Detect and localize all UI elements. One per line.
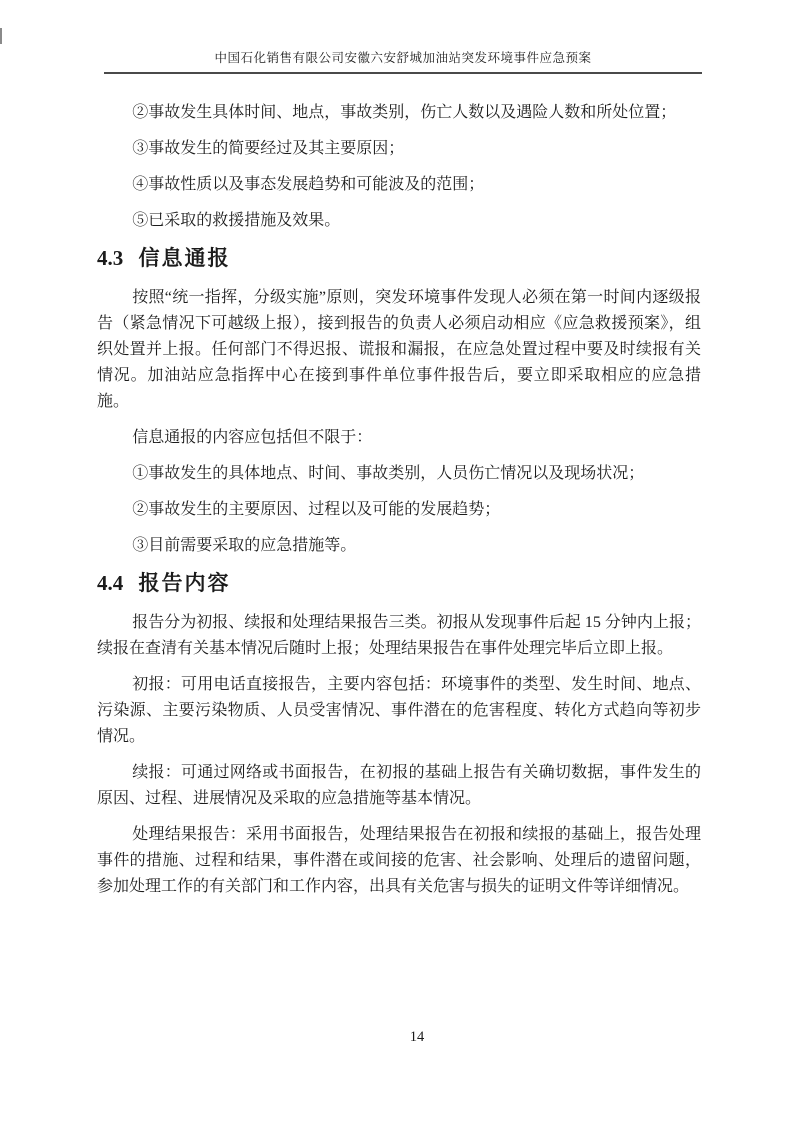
section-number: 4.3 xyxy=(97,246,124,270)
intro-list-item: ⑤已采取的救援措施及效果。 xyxy=(132,212,341,229)
section-title: 报告内容 xyxy=(138,572,231,595)
list-item: ③目前需要采取的应急措施等。 xyxy=(132,537,357,554)
document-body xyxy=(97,97,701,910)
header-title: 中国石化销售有限公司安徽六安舒城加油站突发环境事件应急预案 xyxy=(214,51,592,65)
section-heading-4-4 xyxy=(97,569,701,598)
paragraph: 报告分为初报、续报和处理结果报告三类。初报从发现事件后起 15 分钟内上报；续报在查清有关基本情况后随时上报；处理结果报告在事件处理完毕后立即上报。 xyxy=(97,614,701,657)
paragraph: 初报：可用电话直接报告，主要内容包括：环境事件的类型、发生时间、地点、污染源、主要污染物质、人员受害情况、事件潜在的危害程度、转化方式趋向等初步情况。 xyxy=(97,676,701,745)
page-number: 14 xyxy=(409,1029,425,1045)
page-footer xyxy=(410,1028,425,1046)
page-header xyxy=(104,50,702,74)
paragraph: 按照“统一指挥，分级实施”原则，突发环境事件发现人必须在第一时间内逐级报告（紧急情况下可越级上报），接到报告的负责人必须启动相应《应急救援预案》，组织处置并上报。任何部门不得迟报、谎报和漏报，在应急处置过程中要及时续报有关情况。加油站应急指挥中心在接到事件单位事件报告后，要立即采取相应的应急措施。 xyxy=(97,289,701,410)
list-item: ②事故发生的主要原因、过程以及可能的发展趋势； xyxy=(132,501,501,518)
paragraph: 信息通报的内容应包括但不限于： xyxy=(132,429,373,446)
section-title: 信息通报 xyxy=(138,247,231,270)
paragraph: 处理结果报告：采用书面报告，处理结果报告在初报和续报的基础上，报告处理事件的措施、过程和结果，事件潜在或间接的危害、社会影响、处理后的遗留问题，参加处理工作的有关部门和工作内容，出具有关危害与损失的证明文件等详细情况。 xyxy=(97,826,701,895)
list-item: ①事故发生的具体地点、时间、事故类别，人员伤亡情况以及现场状况； xyxy=(132,465,645,482)
intro-list-item: ④事故性质以及事态发展趋势和可能波及的范围； xyxy=(132,176,485,193)
paragraph: 续报：可通过网络或书面报告，在初报的基础上报告有关确切数据，事件发生的原因、过程、进展情况及采取的应急措施等基本情况。 xyxy=(97,764,701,807)
intro-list-item: ③事故发生的简要经过及其主要原因； xyxy=(132,140,405,157)
scan-artifact xyxy=(0,28,2,44)
section-heading-4-3 xyxy=(97,244,701,273)
section-number: 4.4 xyxy=(97,571,124,595)
intro-list-item: ②事故发生具体时间、地点，事故类别，伤亡人数以及遇险人数和所处位置； xyxy=(132,104,677,121)
